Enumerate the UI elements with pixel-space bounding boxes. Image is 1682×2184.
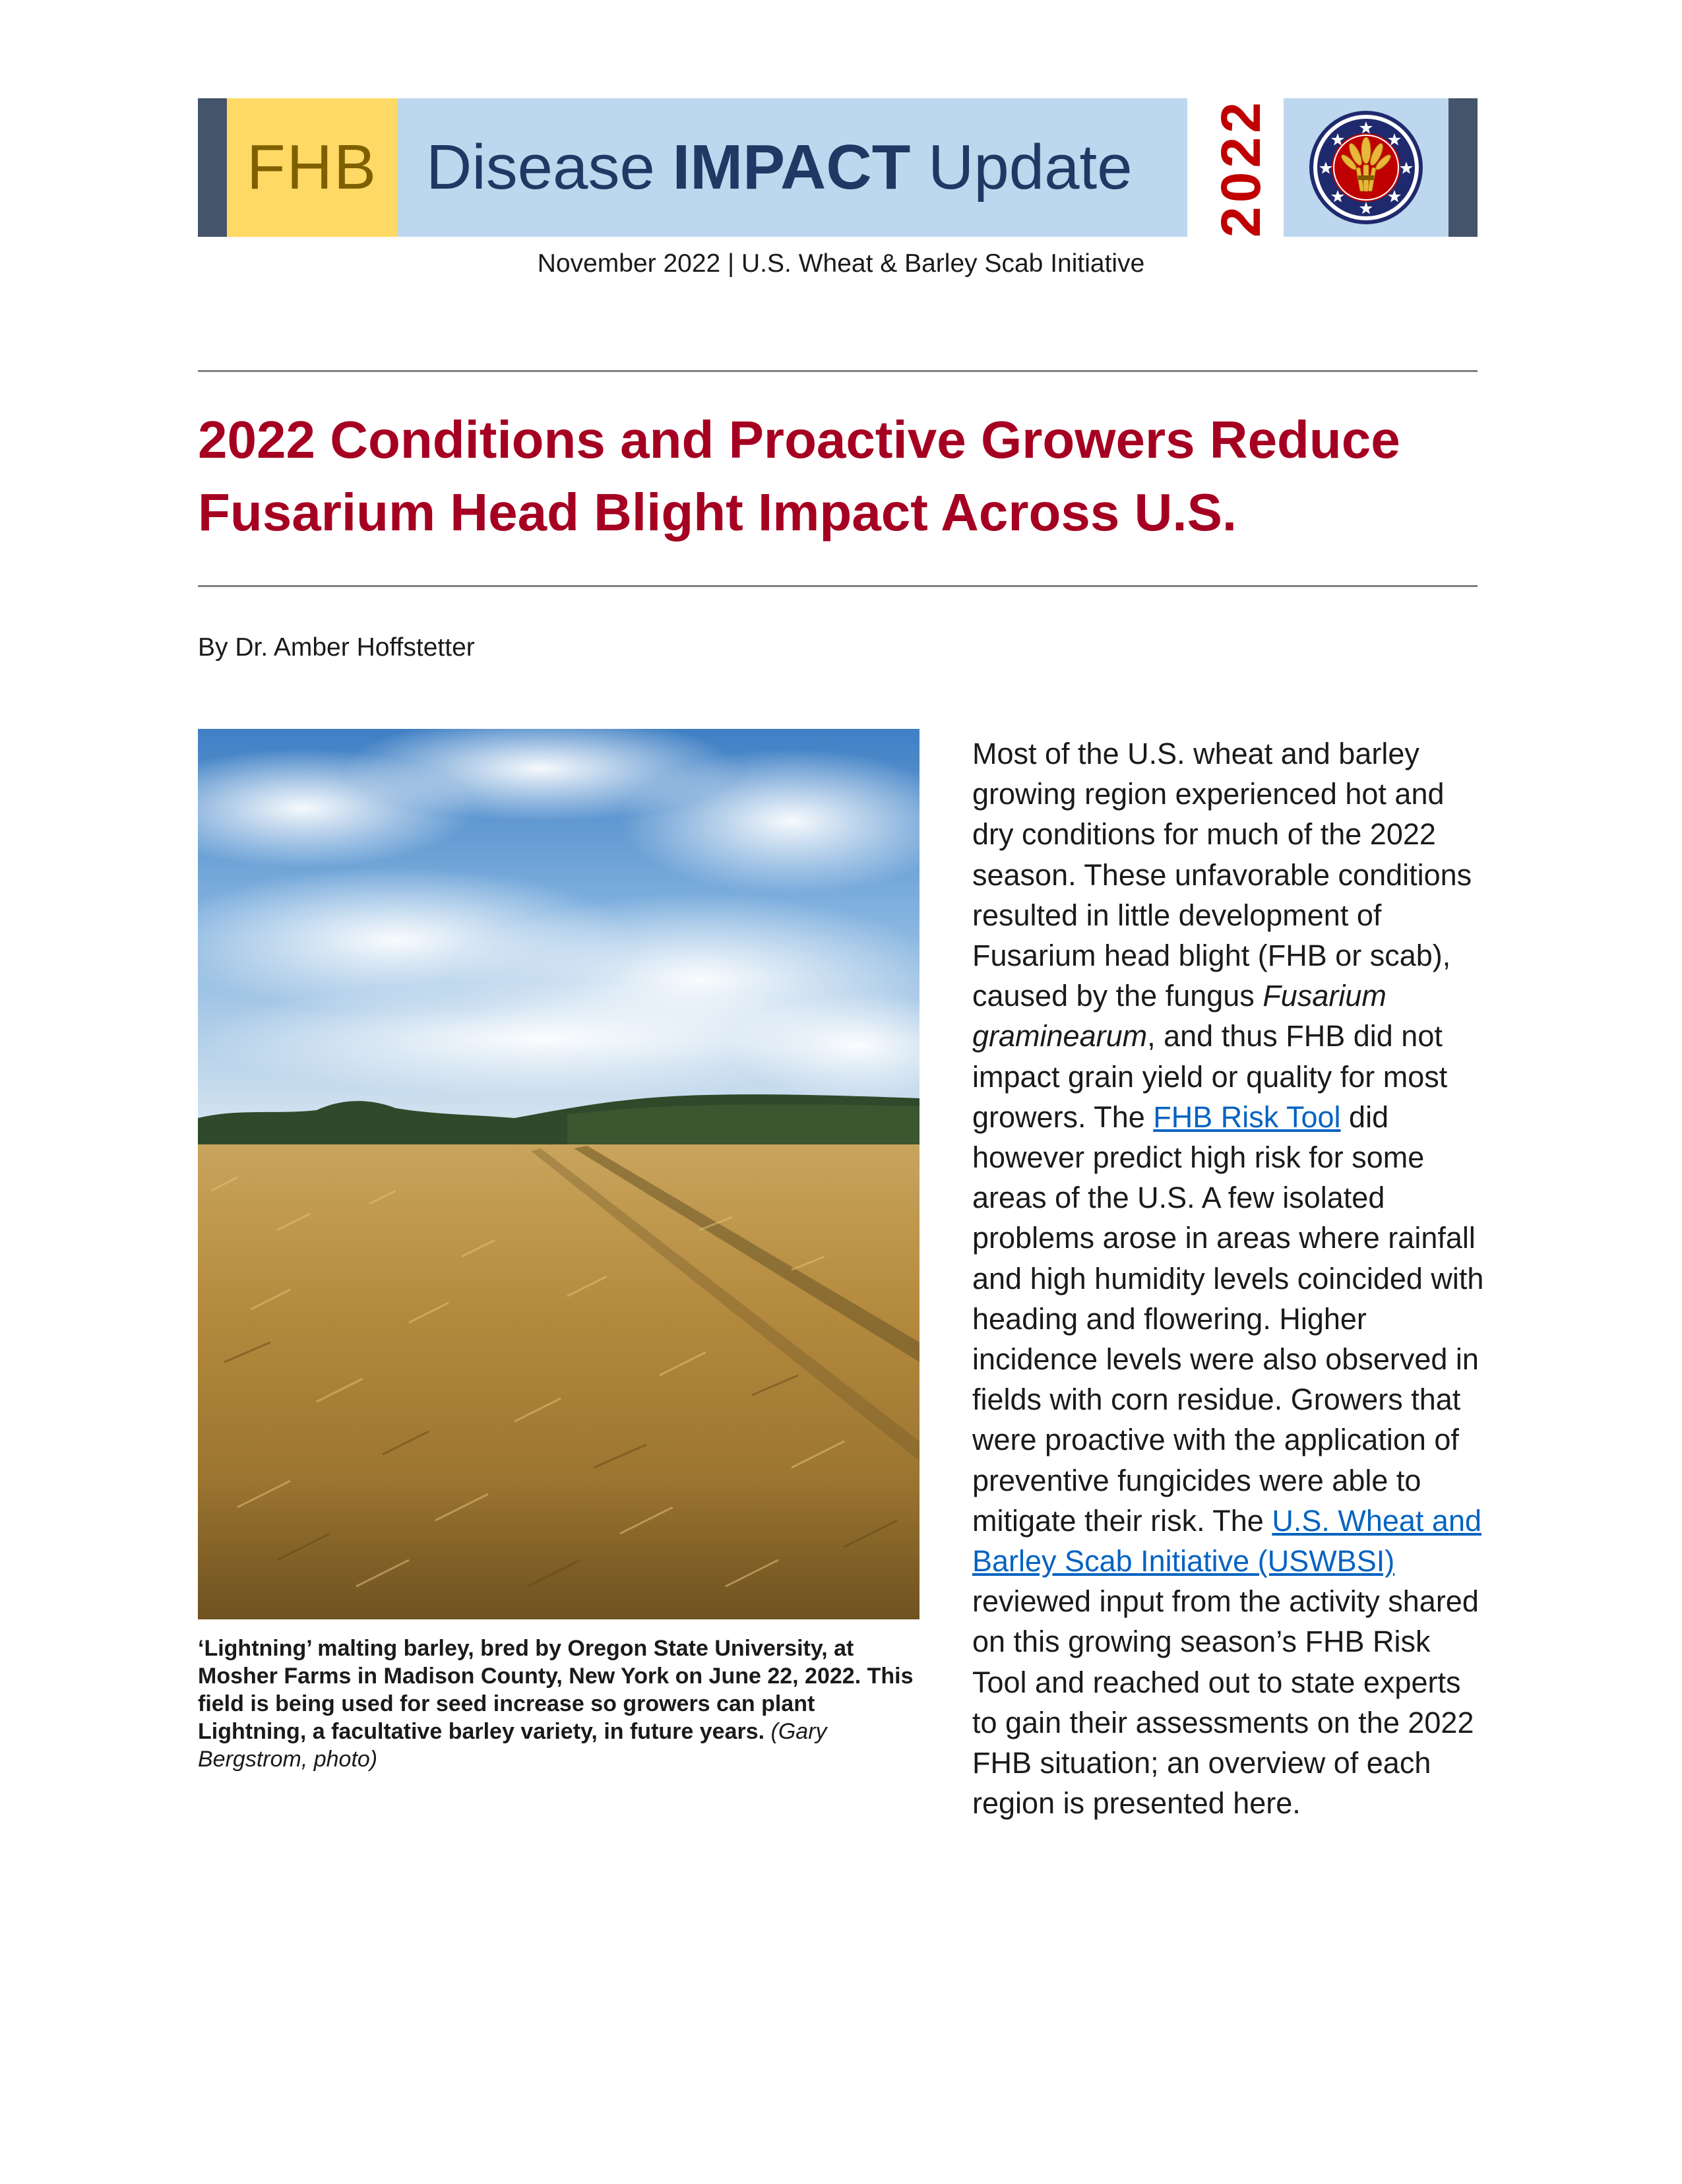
fhb-label: FHB <box>247 132 377 203</box>
seal-box <box>1284 98 1448 237</box>
banner-title <box>426 131 1133 204</box>
banner-title-prefix: Disease <box>426 132 673 203</box>
barley-field-photo <box>198 729 919 1619</box>
body-text-2: , and thus FHB did not impact grain yield or quality for most growers. The <box>972 1019 1448 1134</box>
headline-line-1: 2022 Conditions and Proactive Growers Reduce <box>198 410 1400 469</box>
uswbsi-link[interactable]: U.S. Wheat and Barley Scab Initiative (USWBSI) <box>972 1503 1482 1578</box>
wheat-sheaf-seal-icon <box>1308 109 1424 226</box>
banner-title-suffix: Update <box>910 132 1133 203</box>
species-name: Fusarium graminearum <box>972 979 1386 1053</box>
fhb-risk-tool-link[interactable]: FHB Risk Tool <box>1153 1100 1341 1134</box>
banner-right-bar <box>1448 98 1478 237</box>
bottom-divider <box>198 585 1478 587</box>
article-body <box>972 733 1484 1823</box>
headline-line-2: Fusarium Head Blight Impact Across U.S. <box>198 483 1237 542</box>
body-text-3: did however predict high risk for some areas of the U.S. A few isolated problems arose in areas where rainfall and high humidity levels coincided with heading and flowering. Higher incidence levels were also observed in fields with corn residue. Growers that were proactive with the application of preventive fungicides were able to mitigate their risk. The <box>972 1100 1484 1538</box>
photo-caption <box>198 1635 919 1773</box>
body-text-4: reviewed input from the activity shared on this growing season’s FHB Risk Tool and reached out to state experts to gain their assessments on the 2022 FHB situation; an overview of each region is presented here. <box>972 1584 1479 1821</box>
header-banner <box>198 98 1478 237</box>
article-headline <box>198 404 1478 549</box>
top-divider <box>198 370 1478 372</box>
newsletter-subtitle: November 2022 | U.S. Wheat & Barley Scab Initiative <box>537 249 1145 278</box>
fhb-label-box <box>227 98 397 237</box>
banner-title-box <box>397 98 1187 237</box>
byline: By Dr. Amber Hoffstetter <box>198 633 475 662</box>
caption-credit: (Gary Bergstrom, photo) <box>198 1719 827 1772</box>
caption-text: ‘Lightning’ malting barley, bred by Oregon State University, at Mosher Farms in Madison County, New York on June 22, 2022. This field is being used for seed increase so growers can plant Lightning, a facultative barley variety, in future years. <box>198 1636 914 1744</box>
banner-left-bar <box>198 98 227 237</box>
banner-year: 2022 <box>1209 98 1272 237</box>
banner-title-bold: IMPACT <box>672 132 911 203</box>
body-text-1: Most of the U.S. wheat and barley growing region experienced hot and dry conditions for much of the 2022 season. These unfavorable conditions resulted in little development of Fusarium head blight (FHB or scab), caused by the fungus <box>972 737 1472 1013</box>
banner-year-box <box>1198 98 1284 237</box>
